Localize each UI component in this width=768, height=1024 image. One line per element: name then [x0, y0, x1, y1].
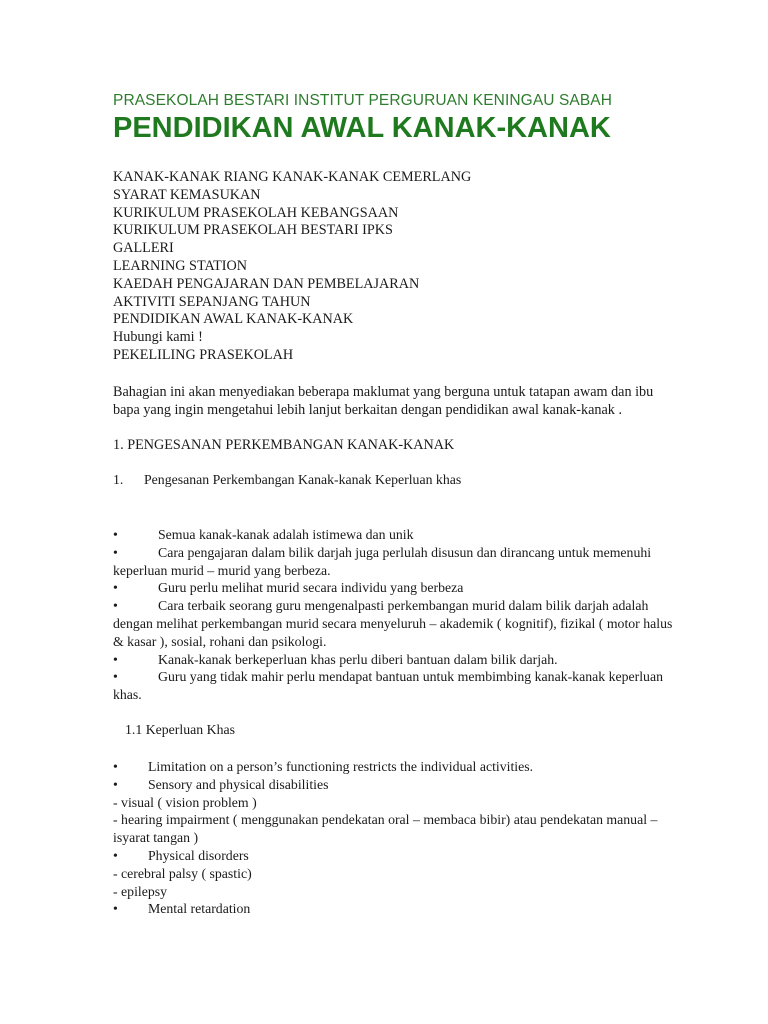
list-item [113, 776, 673, 794]
list-item-text: Kanak-kanak berkeperluan khas perlu diberi bantuan dalam bilik darjah. [158, 651, 558, 667]
list-item-text: Cara terbaik seorang guru mengenalpasti perkembangan murid dalam bilik darjah adalah dengan melihat perkembangan murid secara menyeluruh – akademik ( kognitif), fizikal ( motor halus & kasar ), sosial, rohani dan psikologi. [113, 598, 673, 649]
menu-item[interactable]: PENDIDIKAN AWAL KANAK-KANAK [113, 311, 354, 328]
list-item-text: - hearing impairment ( menggunakan pendekatan oral – membaca bibir) atau pendekatan manual – isyarat tangan ) [113, 812, 658, 846]
bullet-icon: • [113, 759, 118, 774]
numbered-item [113, 472, 461, 488]
menu-item[interactable]: KURIKULUM PRASEKOLAH KEBANGSAAN [113, 204, 399, 221]
list-item-text: - cerebral palsy ( spastic) [113, 865, 252, 881]
list-item [113, 865, 673, 883]
section-heading: 1. PENGESANAN PERKEMBANGAN KANAK-KANAK [113, 437, 455, 453]
bullet-icon: • [113, 580, 118, 596]
list-item-text: - visual ( vision problem ) [113, 794, 257, 810]
list-item [113, 883, 673, 901]
list-item-text: Guru perlu melihat murid secara individu yang berbeza [158, 580, 464, 596]
list-item-text: - epilepsy [113, 883, 168, 899]
menu-item[interactable]: KURIKULUM PRASEKOLAH BESTARI IPKS [113, 222, 393, 239]
list-item [113, 668, 673, 704]
list-item [113, 597, 673, 650]
list-item [113, 651, 673, 669]
item-number: 1. [113, 472, 124, 487]
list-item [113, 847, 673, 865]
document-title: PENDIDIKAN AWAL KANAK-KANAK [113, 112, 611, 144]
menu-item[interactable]: LEARNING STATION [113, 257, 248, 274]
document-subtitle: PRASEKOLAH BESTARI INSTITUT PERGURUAN KENINGAU SABAH [113, 92, 613, 109]
bullet-list [113, 526, 673, 704]
item-text: Pengesanan Perkembangan Kanak-kanak Keperluan khas [144, 472, 462, 487]
list-item-text: Mental retardation [148, 901, 251, 917]
list-item-text: Physical disorders [148, 847, 249, 863]
navigation-menu [113, 169, 471, 365]
list-item [113, 526, 673, 544]
menu-item[interactable]: SYARAT KEMASUKAN [113, 186, 261, 203]
bullet-icon: • [113, 669, 118, 685]
bullet-icon: • [113, 544, 118, 560]
bullet-icon: • [113, 901, 118, 917]
bullet-icon: • [113, 651, 118, 667]
sub-heading: 1.1 Keperluan Khas [125, 722, 235, 737]
menu-item[interactable]: GALLERI [113, 240, 174, 257]
list-item-text: Guru yang tidak mahir perlu mendapat bantuan untuk membimbing kanak-kanak keperluan khas. [113, 669, 663, 703]
bullet-icon: • [113, 776, 118, 792]
list-item [113, 811, 673, 847]
keperluan-khas-list [113, 758, 673, 918]
menu-item[interactable]: AKTIVITI SEPANJANG TAHUN [113, 293, 311, 310]
intro-paragraph: Bahagian ini akan menyediakan beberapa maklumat yang berguna untuk tatapan awam dan ibu bapa yang ingin mengetahui lebih lanjut berkaitan dengan pendidikan awal kanak-kanak . [113, 384, 654, 418]
bullet-icon: • [113, 527, 118, 542]
bullet-icon: • [113, 598, 118, 614]
list-item [113, 758, 673, 776]
menu-item[interactable]: KANAK-KANAK RIANG KANAK-KANAK CEMERLANG [113, 169, 472, 185]
list-item-text: Limitation on a person’s functioning restricts the individual activities. [148, 759, 534, 774]
list-item-text: Semua kanak-kanak adalah istimewa dan unik [158, 527, 414, 542]
bullet-icon: • [113, 847, 118, 863]
list-item-text: Cara pengajaran dalam bilik darjah juga perlulah disusun dan dirancang untuk memenuhi keperluan murid – murid yang berbeza. [113, 544, 652, 578]
list-item-text: Sensory and physical disabilities [148, 776, 329, 792]
list-item [113, 579, 673, 597]
menu-item[interactable]: Hubungi kami ! [113, 329, 203, 346]
menu-item[interactable]: KAEDAH PENGAJARAN DAN PEMBELAJARAN [113, 275, 420, 292]
menu-item[interactable]: PEKELILING PRASEKOLAH [113, 346, 294, 363]
list-item [113, 544, 673, 580]
list-item [113, 900, 673, 918]
list-item [113, 794, 673, 812]
